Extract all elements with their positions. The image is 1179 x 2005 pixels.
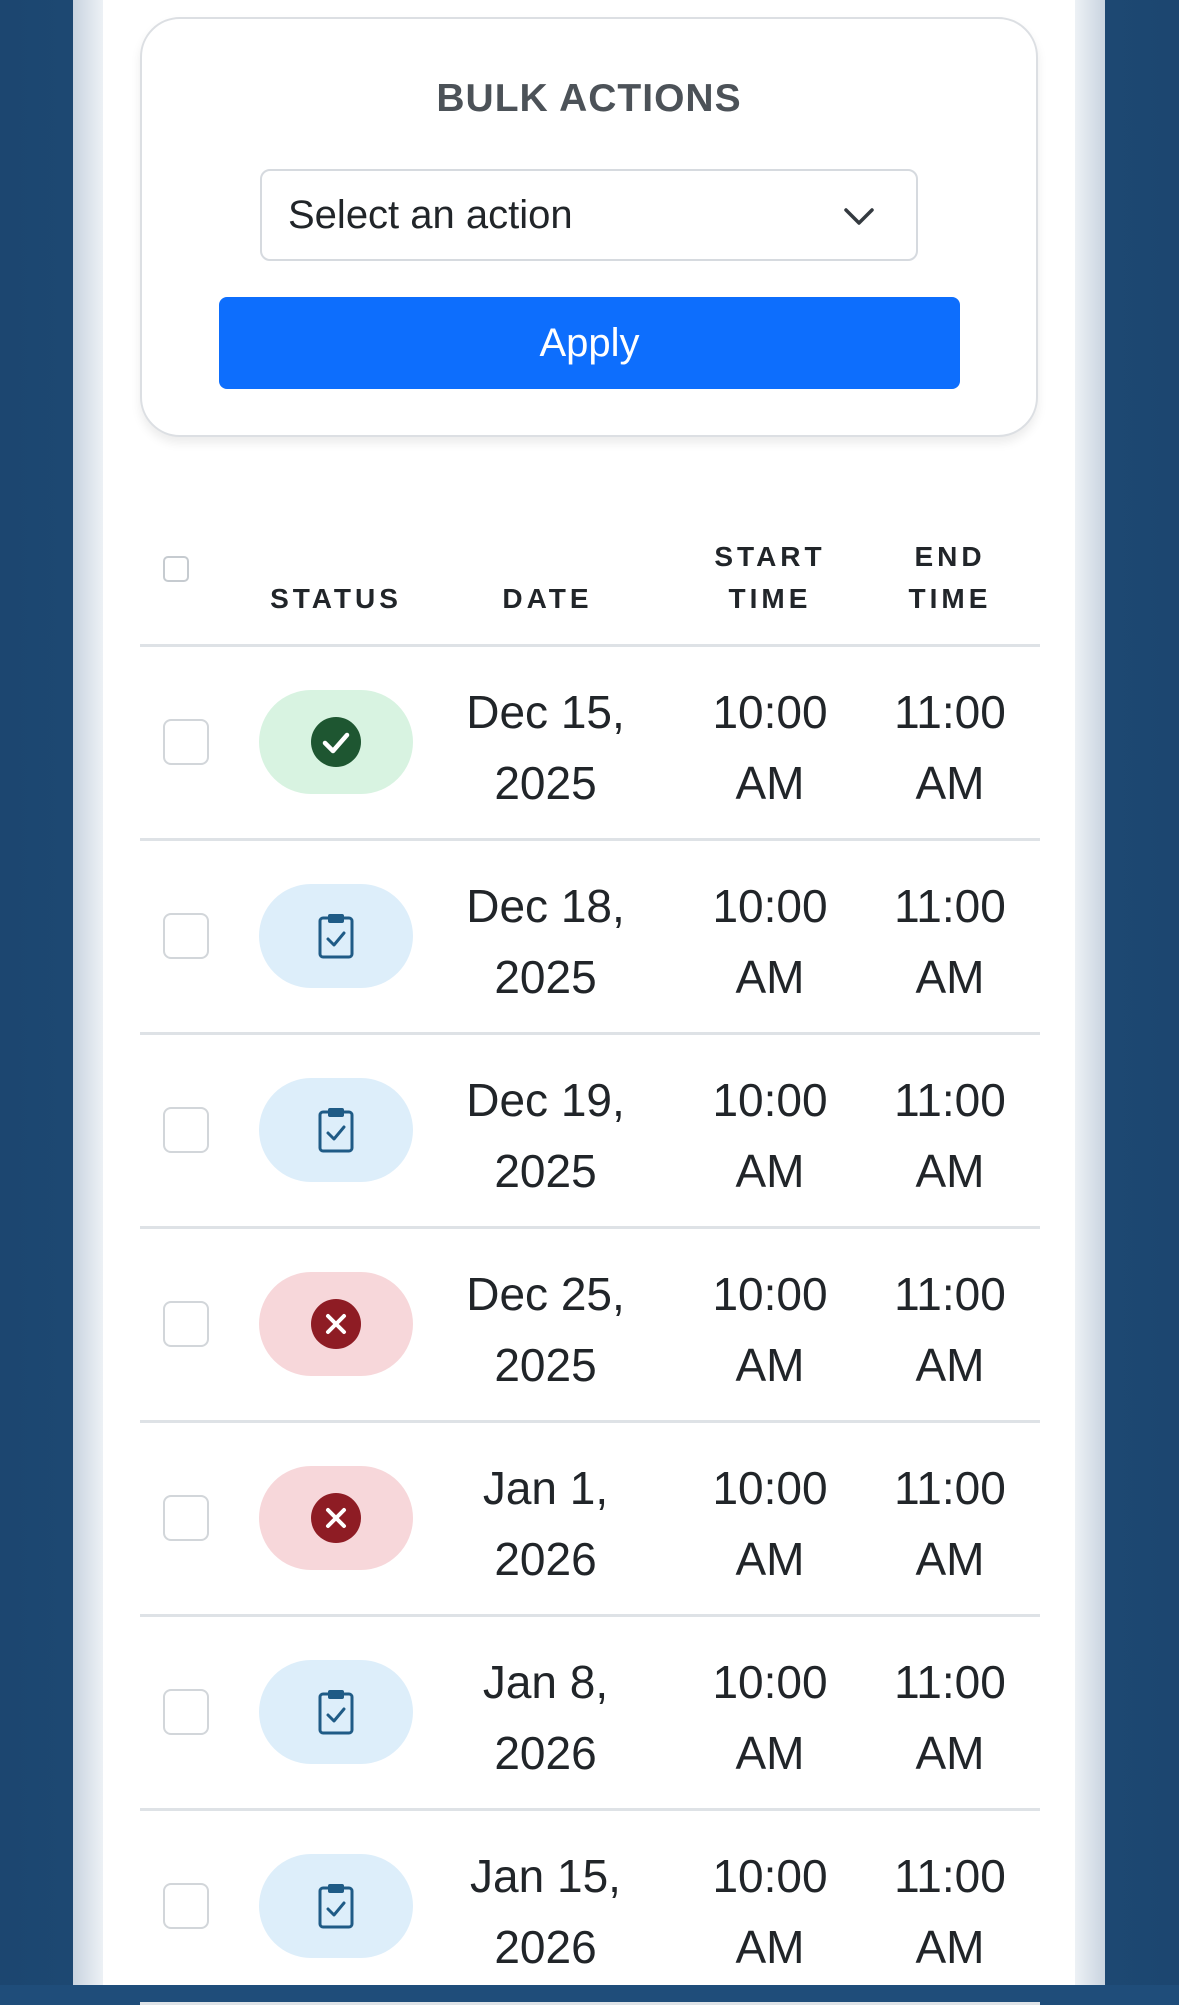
status-badge-scheduled	[259, 1078, 413, 1182]
bulk-actions-title: BULK ACTIONS	[436, 77, 742, 120]
row-checkbox[interactable]	[163, 1495, 209, 1541]
date-cell: Dec 15, 2025	[466, 686, 625, 809]
start-time-column-header: START TIME	[714, 541, 826, 614]
status-badge-scheduled	[259, 1660, 413, 1764]
date-cell: Dec 19, 2025	[466, 1074, 625, 1197]
date-cell: Jan 8, 2026	[482, 1656, 609, 1779]
table-header	[140, 520, 1040, 647]
clipboard-check-icon	[311, 1687, 361, 1737]
apply-button[interactable]: Apply	[219, 297, 960, 389]
row-checkbox[interactable]	[163, 1689, 209, 1735]
start-time-cell: 10:00 AM	[712, 1268, 828, 1391]
table-row[interactable]	[140, 1811, 1040, 2005]
bulk-actions-card	[140, 17, 1038, 437]
bulk-action-select[interactable]	[260, 169, 918, 261]
table-row[interactable]	[140, 1423, 1040, 1617]
end-time-cell: 11:00 AM	[894, 1462, 1006, 1585]
start-time-cell: 10:00 AM	[712, 1850, 828, 1973]
start-time-cell: 10:00 AM	[712, 1074, 828, 1197]
row-checkbox[interactable]	[163, 719, 209, 765]
date-cell: Dec 25, 2025	[466, 1268, 625, 1391]
chevron-down-icon	[842, 199, 876, 233]
end-time-cell: 11:00 AM	[894, 1850, 1006, 1973]
end-time-cell: 11:00 AM	[894, 1268, 1006, 1391]
date-cell: Dec 18, 2025	[466, 880, 625, 1003]
start-time-cell: 10:00 AM	[712, 880, 828, 1003]
select-all-checkbox[interactable]	[163, 556, 189, 582]
clipboard-check-icon	[311, 1881, 361, 1931]
end-time-column-header: END TIME	[908, 541, 992, 614]
start-time-cell: 10:00 AM	[712, 1656, 828, 1779]
bulk-action-select-value: Select an action	[288, 193, 573, 237]
clipboard-check-icon	[311, 1105, 361, 1155]
table-row[interactable]	[140, 1229, 1040, 1423]
end-time-cell: 11:00 AM	[894, 1074, 1006, 1197]
status-badge-confirmed	[259, 690, 413, 794]
start-time-cell: 10:00 AM	[712, 686, 828, 809]
end-time-cell: 11:00 AM	[894, 880, 1006, 1003]
date-cell: Jan 15, 2026	[470, 1850, 621, 1973]
sessions-table	[140, 520, 1040, 2005]
date-cell: Jan 1, 2026	[482, 1462, 609, 1585]
end-time-cell: 11:00 AM	[894, 686, 1006, 809]
row-checkbox[interactable]	[163, 1301, 209, 1347]
table-row[interactable]	[140, 1617, 1040, 1811]
table-row[interactable]	[140, 1035, 1040, 1229]
row-checkbox[interactable]	[163, 913, 209, 959]
status-badge-cancelled	[259, 1466, 413, 1570]
status-badge-scheduled	[259, 884, 413, 988]
status-badge-scheduled	[259, 1854, 413, 1958]
status-badge-cancelled	[259, 1272, 413, 1376]
row-checkbox[interactable]	[163, 1883, 209, 1929]
x-circle-icon	[311, 1299, 361, 1349]
x-circle-icon	[311, 1493, 361, 1543]
end-time-cell: 11:00 AM	[894, 1656, 1006, 1779]
date-column-header: DATE	[502, 583, 593, 614]
check-circle-icon	[311, 717, 361, 767]
row-checkbox[interactable]	[163, 1107, 209, 1153]
table-row[interactable]	[140, 841, 1040, 1035]
table-row[interactable]	[140, 647, 1040, 841]
start-time-cell: 10:00 AM	[712, 1462, 828, 1585]
clipboard-check-icon	[311, 911, 361, 961]
status-column-header: STATUS	[270, 583, 402, 614]
